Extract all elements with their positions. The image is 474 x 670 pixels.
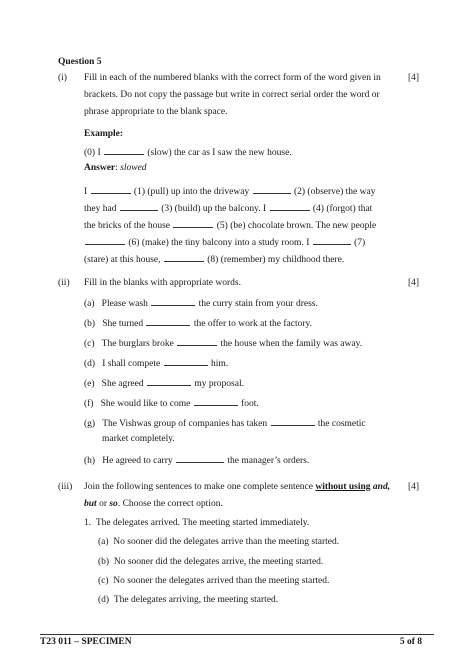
part-i-number: (i) [58, 73, 67, 83]
join-question-1: 1. The delegates arrived. The meeting started immediately. [84, 518, 310, 528]
option-c[interactable]: (c) No sooner the delegates arrived than the meeting started. [98, 576, 330, 586]
option-b[interactable]: (b) No sooner did the delegates arrive, the meeting started. [98, 557, 324, 567]
fill-item-g: (g) The Vishwas group of companies has taken the cosmetic [84, 419, 366, 429]
example-sentence: (0) I (slow) the car as I saw the new house. [84, 148, 292, 158]
passage-line-5: (stare) at this house, (8) (remember) my childhood there. [84, 255, 345, 265]
fill-item-g-continued: market completely. [102, 434, 175, 444]
footer-paper-code: T23 011 – SPECIMEN [40, 637, 132, 647]
fill-item-a: (a) Please wash the curry stain from your dress. [84, 299, 318, 309]
footer-rule [40, 634, 434, 635]
option-a[interactable]: (a) No sooner did the delegates arrive than the meeting started. [98, 537, 340, 547]
footer-page-number: 5 of 8 [399, 637, 422, 647]
fill-item-e: (e) She agreed my proposal. [84, 379, 244, 389]
part-ii-instruction: Fill in the blanks with appropriate words. [84, 278, 241, 288]
passage-line-1: I (1) (pull) up into the driveway (2) (observe) the way [84, 187, 376, 197]
part-iii-instruction: Join the following sentences to make one complete sentence without using and, but or so. Choose the correct option. [84, 482, 391, 509]
fill-item-h: (h) He agreed to carry the manager’s orders. [84, 456, 310, 466]
passage-line-2: they had (3) (build) up the balcony. I (4) (forgot) that [84, 204, 373, 214]
fill-item-c: (c) The burglars broke the house when the family was away. [84, 339, 363, 349]
example-answer: Answer: slowed [84, 163, 147, 173]
example-label: Example: [84, 129, 124, 139]
part-ii-number: (ii) [58, 278, 70, 288]
part-ii-marks: [4] [408, 278, 420, 288]
part-iii-marks: [4] [408, 482, 420, 492]
question-title: Question 5 [58, 57, 102, 67]
part-i-marks: [4] [408, 73, 420, 83]
part-i-instruction: Fill in each of the numbered blanks with the correct form of the word given in brackets. Do not copy the passage but write in correct serial order the word or phrase appropriate to the blank space. [84, 73, 381, 117]
fill-item-f: (f) She would like to come foot. [84, 399, 259, 409]
fill-item-d: (d) I shall compete him. [84, 359, 229, 369]
passage-line-4: (6) (make) the tiny balcony into a study room. I (7) [84, 236, 365, 248]
part-iii-number: (iii) [58, 482, 73, 492]
passage-line-3: the bricks of the house (5) (be) chocolate brown. The new people [84, 221, 377, 231]
fill-item-b: (b) She turned the offer to work at the factory. [84, 319, 313, 329]
option-d[interactable]: (d) The delegates arriving, the meeting started. [98, 595, 279, 605]
